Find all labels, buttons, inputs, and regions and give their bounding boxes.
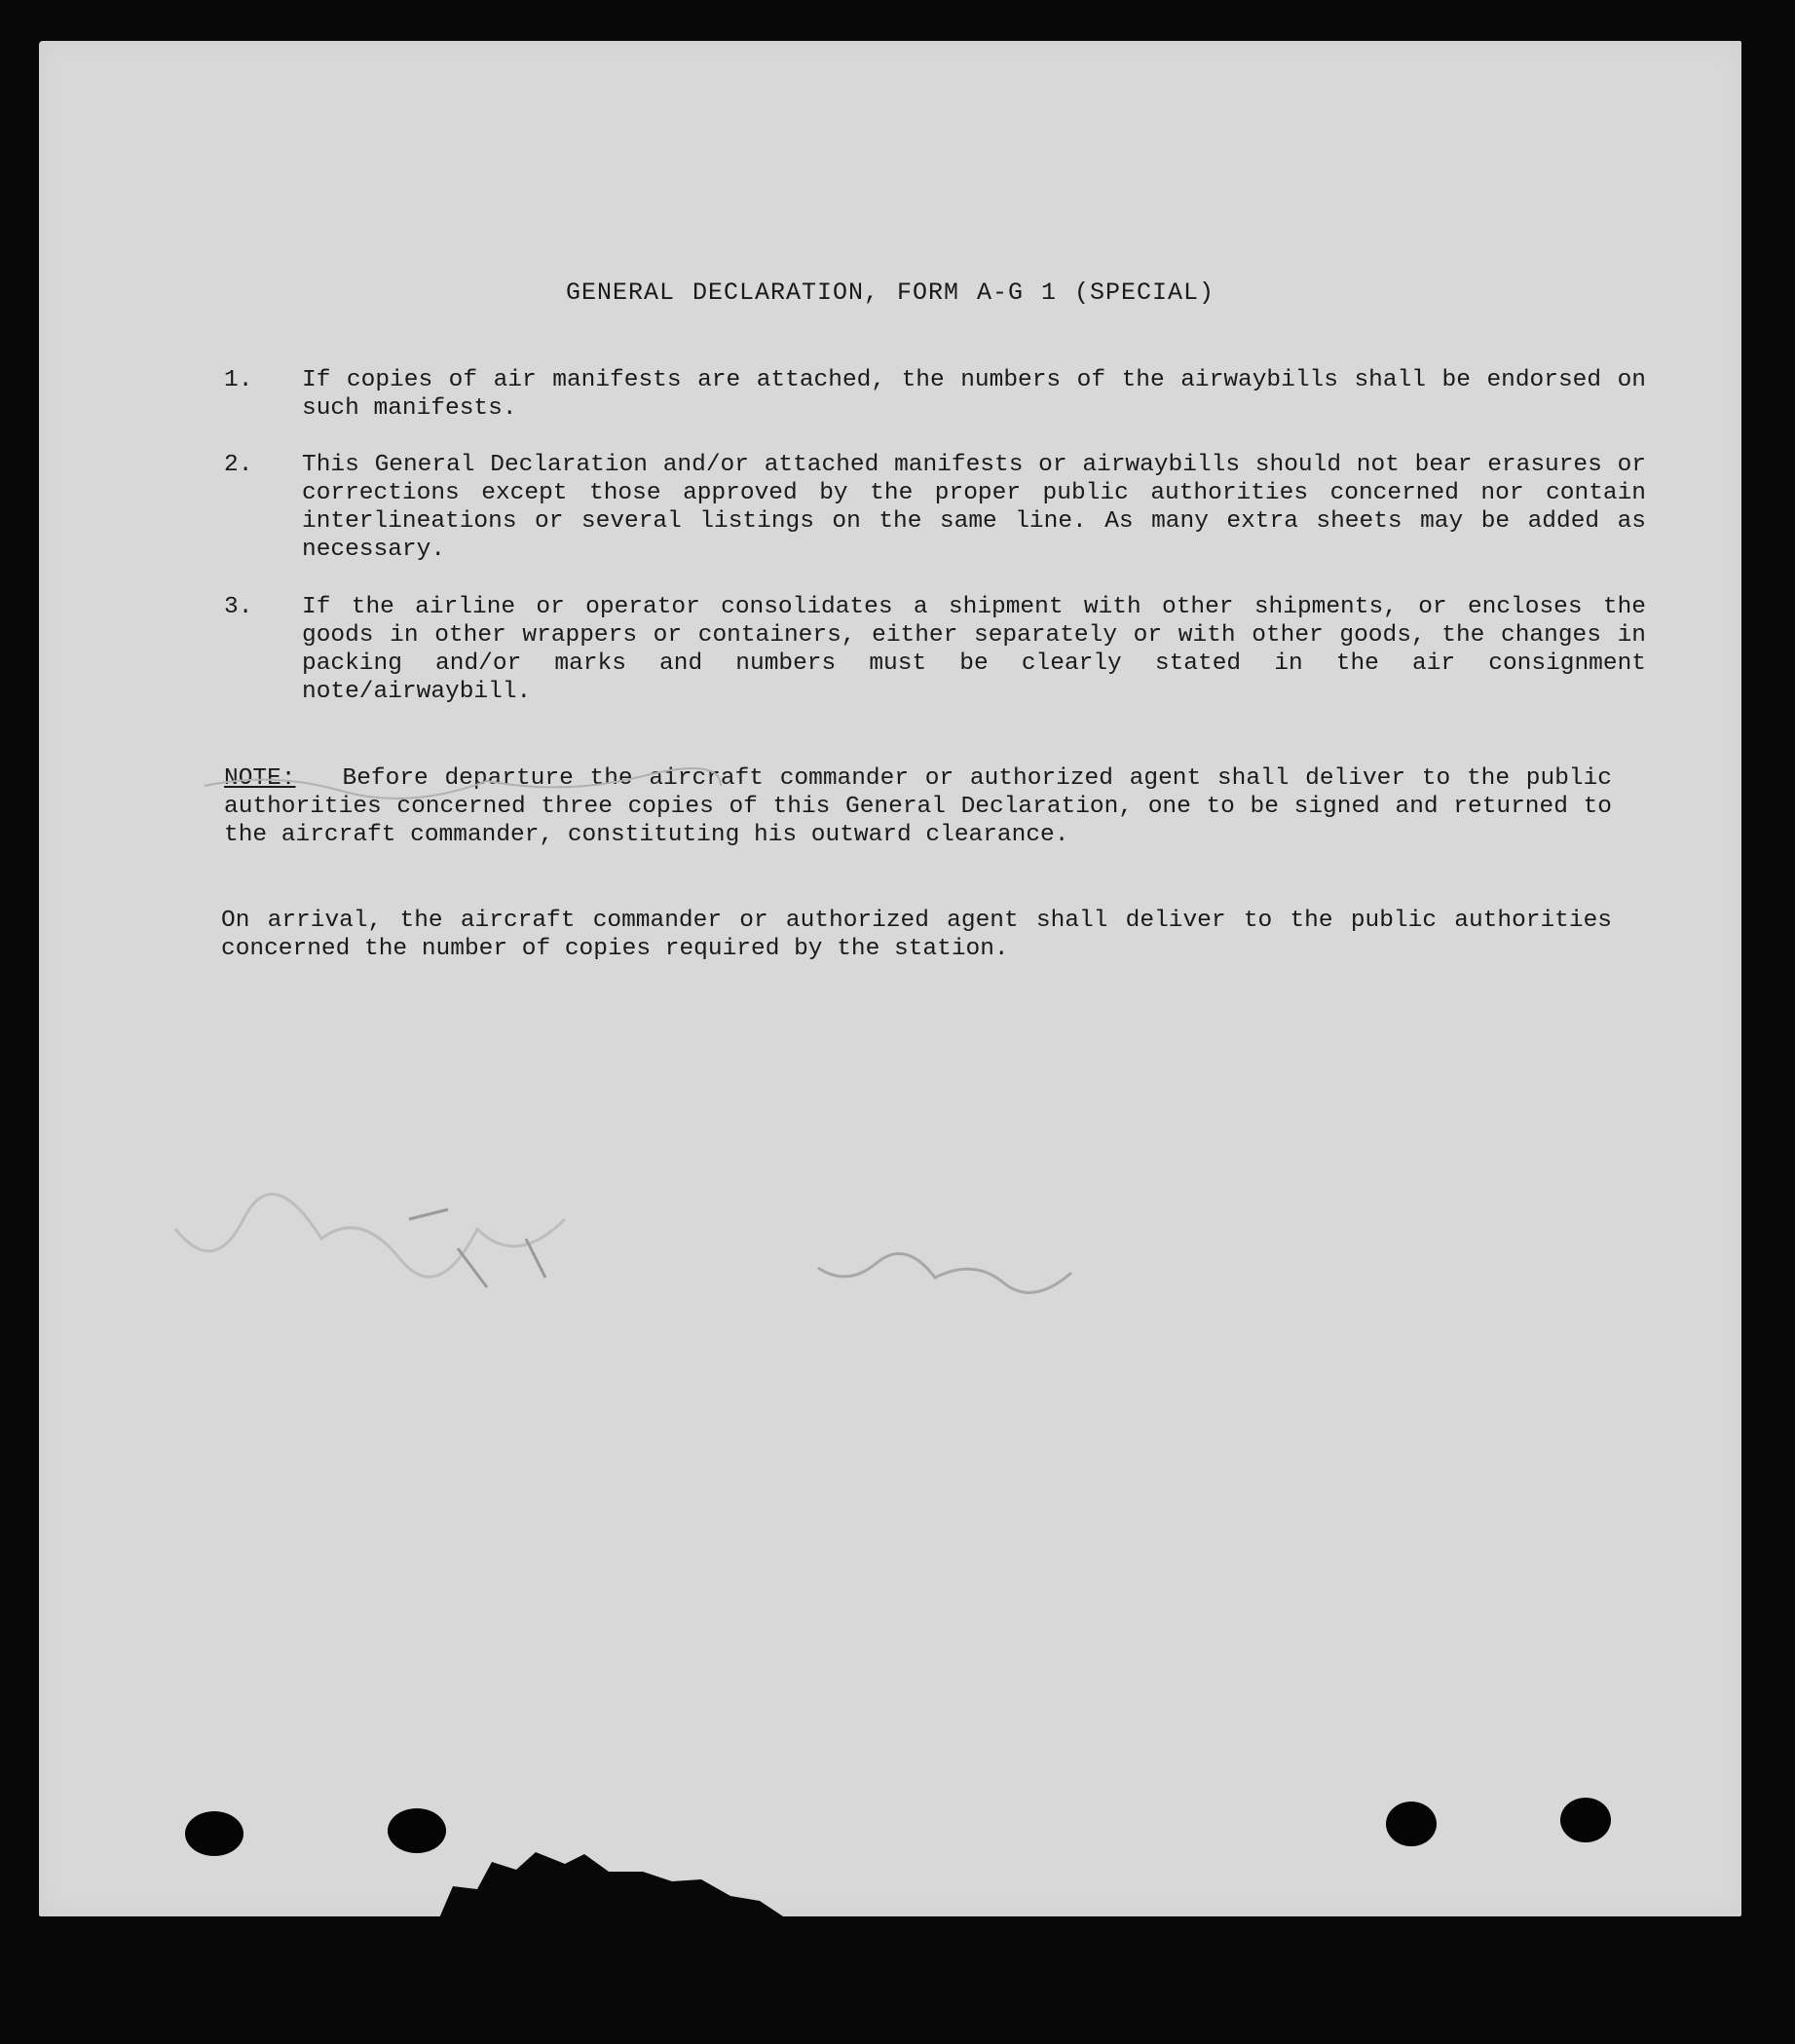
instruction-item-1 [224,366,1646,423]
item-text: This General Declaration and/or attached manifests or airwaybills should not bear erasures or corrections except those approved by the proper public authorities concerned nor contain interlineations or several listings on the same line. As many extra sheets may be added as necessary. [302,452,1646,563]
note-label: NOTE: [224,765,296,792]
item-number: 2. [224,452,253,478]
bleed-through-signature-mark [156,1151,701,1297]
note-text: Before departure the aircraft commander or authorized agent shall deliver to the public authorities concerned three copies of this General Declaration, one to be signed and returned to the aircraft commander, constituting his outward clearance. [224,765,1612,848]
bleed-through-mark [808,1248,1140,1297]
punch-hole [1386,1802,1437,1846]
item-text: If the airline or operator consolidates a shipment with other shipments, or encloses the goods in other wrappers or containers, either separately or with other goods, the changes in packing and/or marks and numbers must be clearly stated in the air consignment note/airwaybill. [302,594,1646,705]
bleed-through-mark-top [195,766,740,805]
item-number: 1. [224,367,253,393]
punch-hole [1560,1798,1611,1842]
arrival-paragraph: On arrival, the aircraft commander or authorized agent shall deliver to the public authorities concerned the number of copies required by the station. [221,908,1612,962]
document-body [39,41,1741,1916]
item-text: If copies of air manifests are attached, the numbers of the airwaybills shall be endorsed on such manifests. [302,367,1646,422]
punch-hole [388,1808,446,1853]
punch-hole [185,1811,243,1856]
instruction-item-3 [224,593,1646,706]
item-number: 3. [224,594,253,620]
instruction-item-2 [224,451,1646,564]
document-title: GENERAL DECLARATION, FORM A-G 1 (SPECIAL) [565,279,1215,307]
torn-edge [438,1842,789,1920]
paper-sheet [39,41,1741,1916]
